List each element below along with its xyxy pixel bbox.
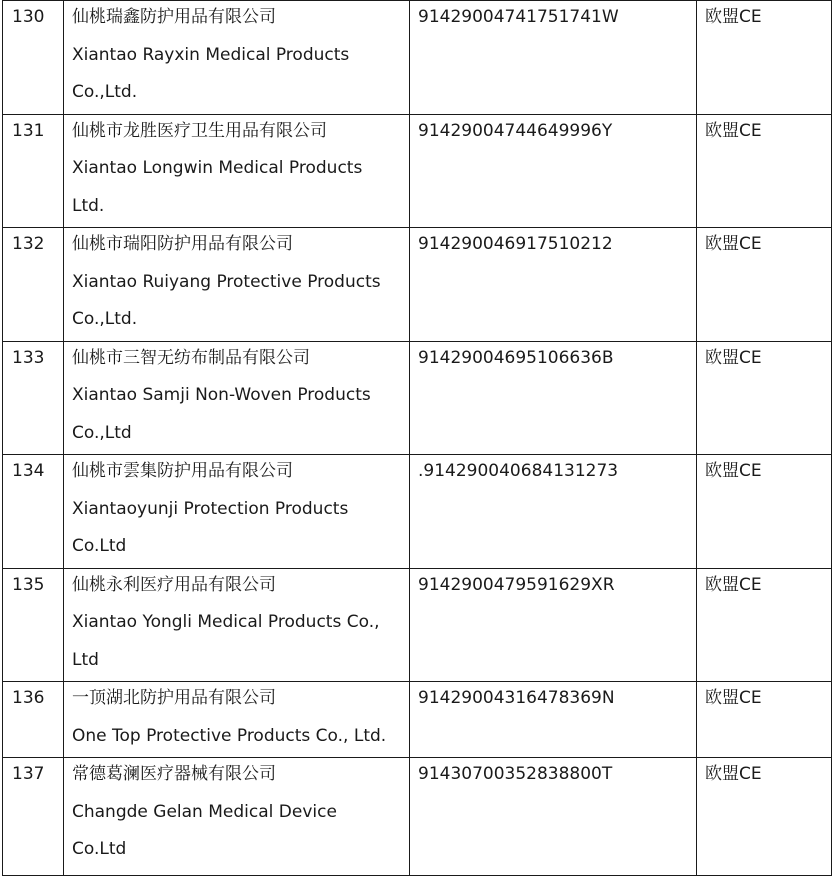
table-row <box>3 228 832 342</box>
certification: 欧盟CE <box>697 758 832 876</box>
credit-code: 91429004741751741W <box>410 1 697 115</box>
credit-code: 91430700352838800T <box>410 758 697 876</box>
company-name-cn: 一顶湖北防护用品有限公司 <box>72 688 276 708</box>
credit-code: 91429004316478369N <box>410 682 697 758</box>
company-name-cell <box>64 758 410 876</box>
credit-code: 91429004744649996Y <box>410 114 697 228</box>
company-name-en-line: Xiantaoyunji Protection Products <box>72 498 349 519</box>
table-row <box>3 758 832 876</box>
row-number: 137 <box>3 758 64 876</box>
credit-code: 91429004695106636B <box>410 341 697 455</box>
company-name-cell <box>64 228 410 342</box>
company-name-cn: 常德葛澜医疗器械有限公司 <box>72 764 276 784</box>
row-number: 136 <box>3 682 64 758</box>
company-name-en-line: Ltd <box>72 649 99 670</box>
company-name-cell <box>64 682 410 758</box>
certification: 欧盟CE <box>697 341 832 455</box>
row-number: 135 <box>3 568 64 682</box>
company-name-en-line: Ltd. <box>72 195 105 216</box>
company-name-cell <box>64 568 410 682</box>
table-row <box>3 114 832 228</box>
company-name-cell <box>64 114 410 228</box>
company-name-cn: 仙桃瑞鑫防护用品有限公司 <box>72 7 276 27</box>
company-name-en-line: Xiantao Longwin Medical Products <box>72 158 363 179</box>
company-name-en-line: Xiantao Yongli Medical Products Co., <box>72 612 380 633</box>
company-name-cell <box>64 455 410 569</box>
credit-code: 9142900479591629XR <box>410 568 697 682</box>
certification: 欧盟CE <box>697 568 832 682</box>
certification: 欧盟CE <box>697 682 832 758</box>
company-name-cn: 仙桃永利医疗用品有限公司 <box>72 574 276 595</box>
table-row <box>3 568 832 682</box>
row-number: 133 <box>3 341 64 455</box>
company-name-en-line: Co.,Ltd. <box>72 82 138 103</box>
company-name-cn: 仙桃市三智无纺布制品有限公司 <box>72 347 310 368</box>
company-name-en-line: Changde Gelan Medical Device <box>72 801 337 822</box>
company-name-en-line: Xiantao Rayxin Medical Products <box>72 44 350 65</box>
company-name-en-line: Co.,Ltd. <box>72 309 138 330</box>
company-name-en-line: Co.,Ltd <box>72 422 132 443</box>
certification: 欧盟CE <box>697 455 832 569</box>
certification: 欧盟CE <box>697 1 832 115</box>
credit-code: 914290046917510212 <box>410 228 697 342</box>
company-name-en-line: One Top Protective Products Co., Ltd. <box>72 725 387 746</box>
certification: 欧盟CE <box>697 114 832 228</box>
company-name-cn: 仙桃市瑞阳防护用品有限公司 <box>72 234 293 254</box>
table-row <box>3 341 832 455</box>
certification: 欧盟CE <box>697 228 832 342</box>
company-name-en-line: Xiantao Ruiyang Protective Products <box>72 271 381 292</box>
table-row <box>3 455 832 569</box>
company-name-cn: 仙桃市龙胜医疗卫生用品有限公司 <box>72 120 327 141</box>
row-number: 132 <box>3 228 64 342</box>
table-row <box>3 682 832 758</box>
company-name-en-line: Co.Ltd <box>72 536 127 557</box>
row-number: 131 <box>3 114 64 228</box>
company-table <box>2 0 832 876</box>
company-name-en-line: Co.Ltd <box>72 839 127 860</box>
company-name-cell <box>64 341 410 455</box>
row-number: 130 <box>3 1 64 115</box>
table-row <box>3 1 832 115</box>
company-name-en-line: Xiantao Samji Non-Woven Products <box>72 385 371 406</box>
company-name-cell <box>64 1 410 115</box>
company-name-cn: 仙桃市雲集防护用品有限公司 <box>72 461 293 481</box>
credit-code: .914290040684131273 <box>410 455 697 569</box>
row-number: 134 <box>3 455 64 569</box>
